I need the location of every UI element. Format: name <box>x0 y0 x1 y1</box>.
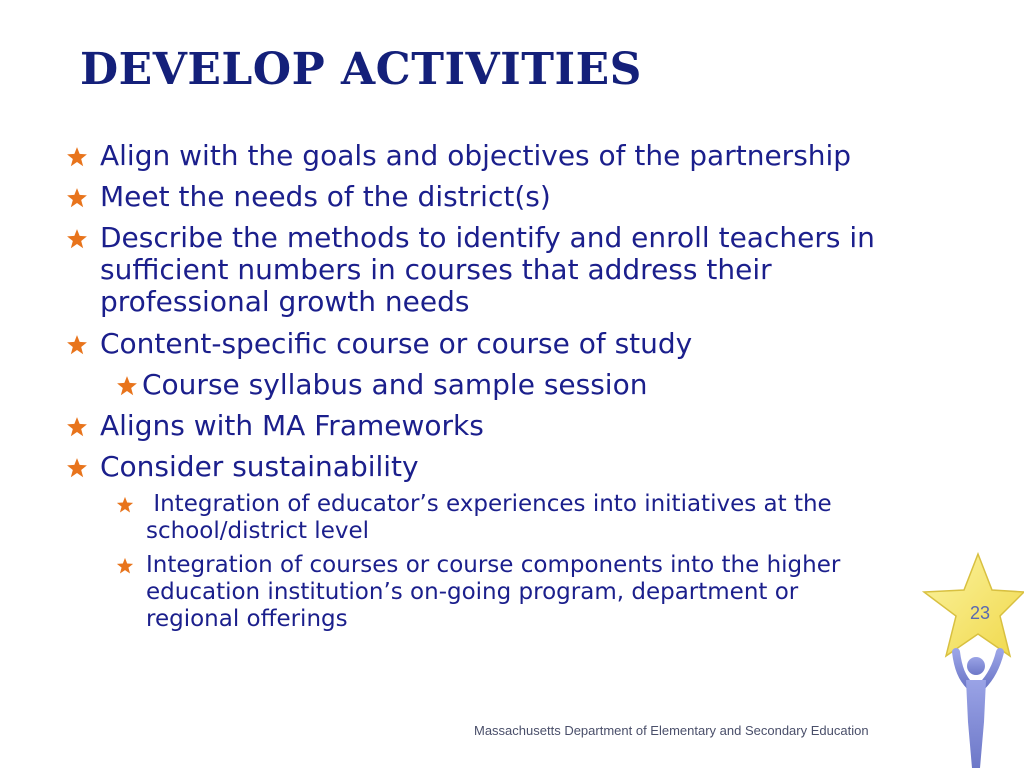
star-bullet-icon <box>66 222 100 250</box>
bullet-item-2 <box>66 181 936 213</box>
bullet-text: Meet the needs of the district(s) <box>100 180 551 213</box>
bullet-item-3 <box>66 222 936 318</box>
star-bullet-icon <box>116 552 146 575</box>
star-bullet-icon <box>66 451 100 479</box>
star-bullet-icon <box>66 328 100 356</box>
bullet-text: Consider sustainability <box>100 450 419 483</box>
bullet-text: Course syllabus and sample session <box>142 368 648 401</box>
slide-number: 23 <box>969 603 991 623</box>
footer-text: Massachusetts Department of Elementary and Secondary Education <box>474 723 869 738</box>
bullet-item-4 <box>66 328 936 360</box>
star-bullet-icon <box>66 140 100 168</box>
sub-bullet-item-2 <box>116 491 896 545</box>
bullet-item-1 <box>66 140 936 172</box>
bullet-text: Aligns with MA Frameworks <box>100 409 484 442</box>
bullet-text: Integration of educator’s experiences into initiatives at the school/district level <box>146 491 840 544</box>
bullet-text: Describe the methods to identify and enroll teachers in sufficient numbers in courses that address their professional growth needs <box>100 221 875 318</box>
slide-title: DEVELOP ACTIVITIES <box>80 44 642 95</box>
star-person-logo <box>920 552 1024 768</box>
star-bullet-icon <box>116 491 146 514</box>
bullet-text: Content-specific course or course of study <box>100 327 693 360</box>
star-bullet-icon <box>66 181 100 209</box>
star-bullet-icon <box>116 369 142 397</box>
bullet-item-6 <box>66 451 936 483</box>
star-bullet-icon <box>66 410 100 438</box>
sub-bullet-item-3 <box>116 552 896 633</box>
sub-bullet-item-1 <box>116 369 896 401</box>
bullet-text: Integration of courses or course components into the higher education institution’s on-going program, department or regional offerings <box>146 552 841 632</box>
bullet-item-5 <box>66 410 936 442</box>
bullet-text: Align with the goals and objectives of the partnership <box>100 139 852 172</box>
